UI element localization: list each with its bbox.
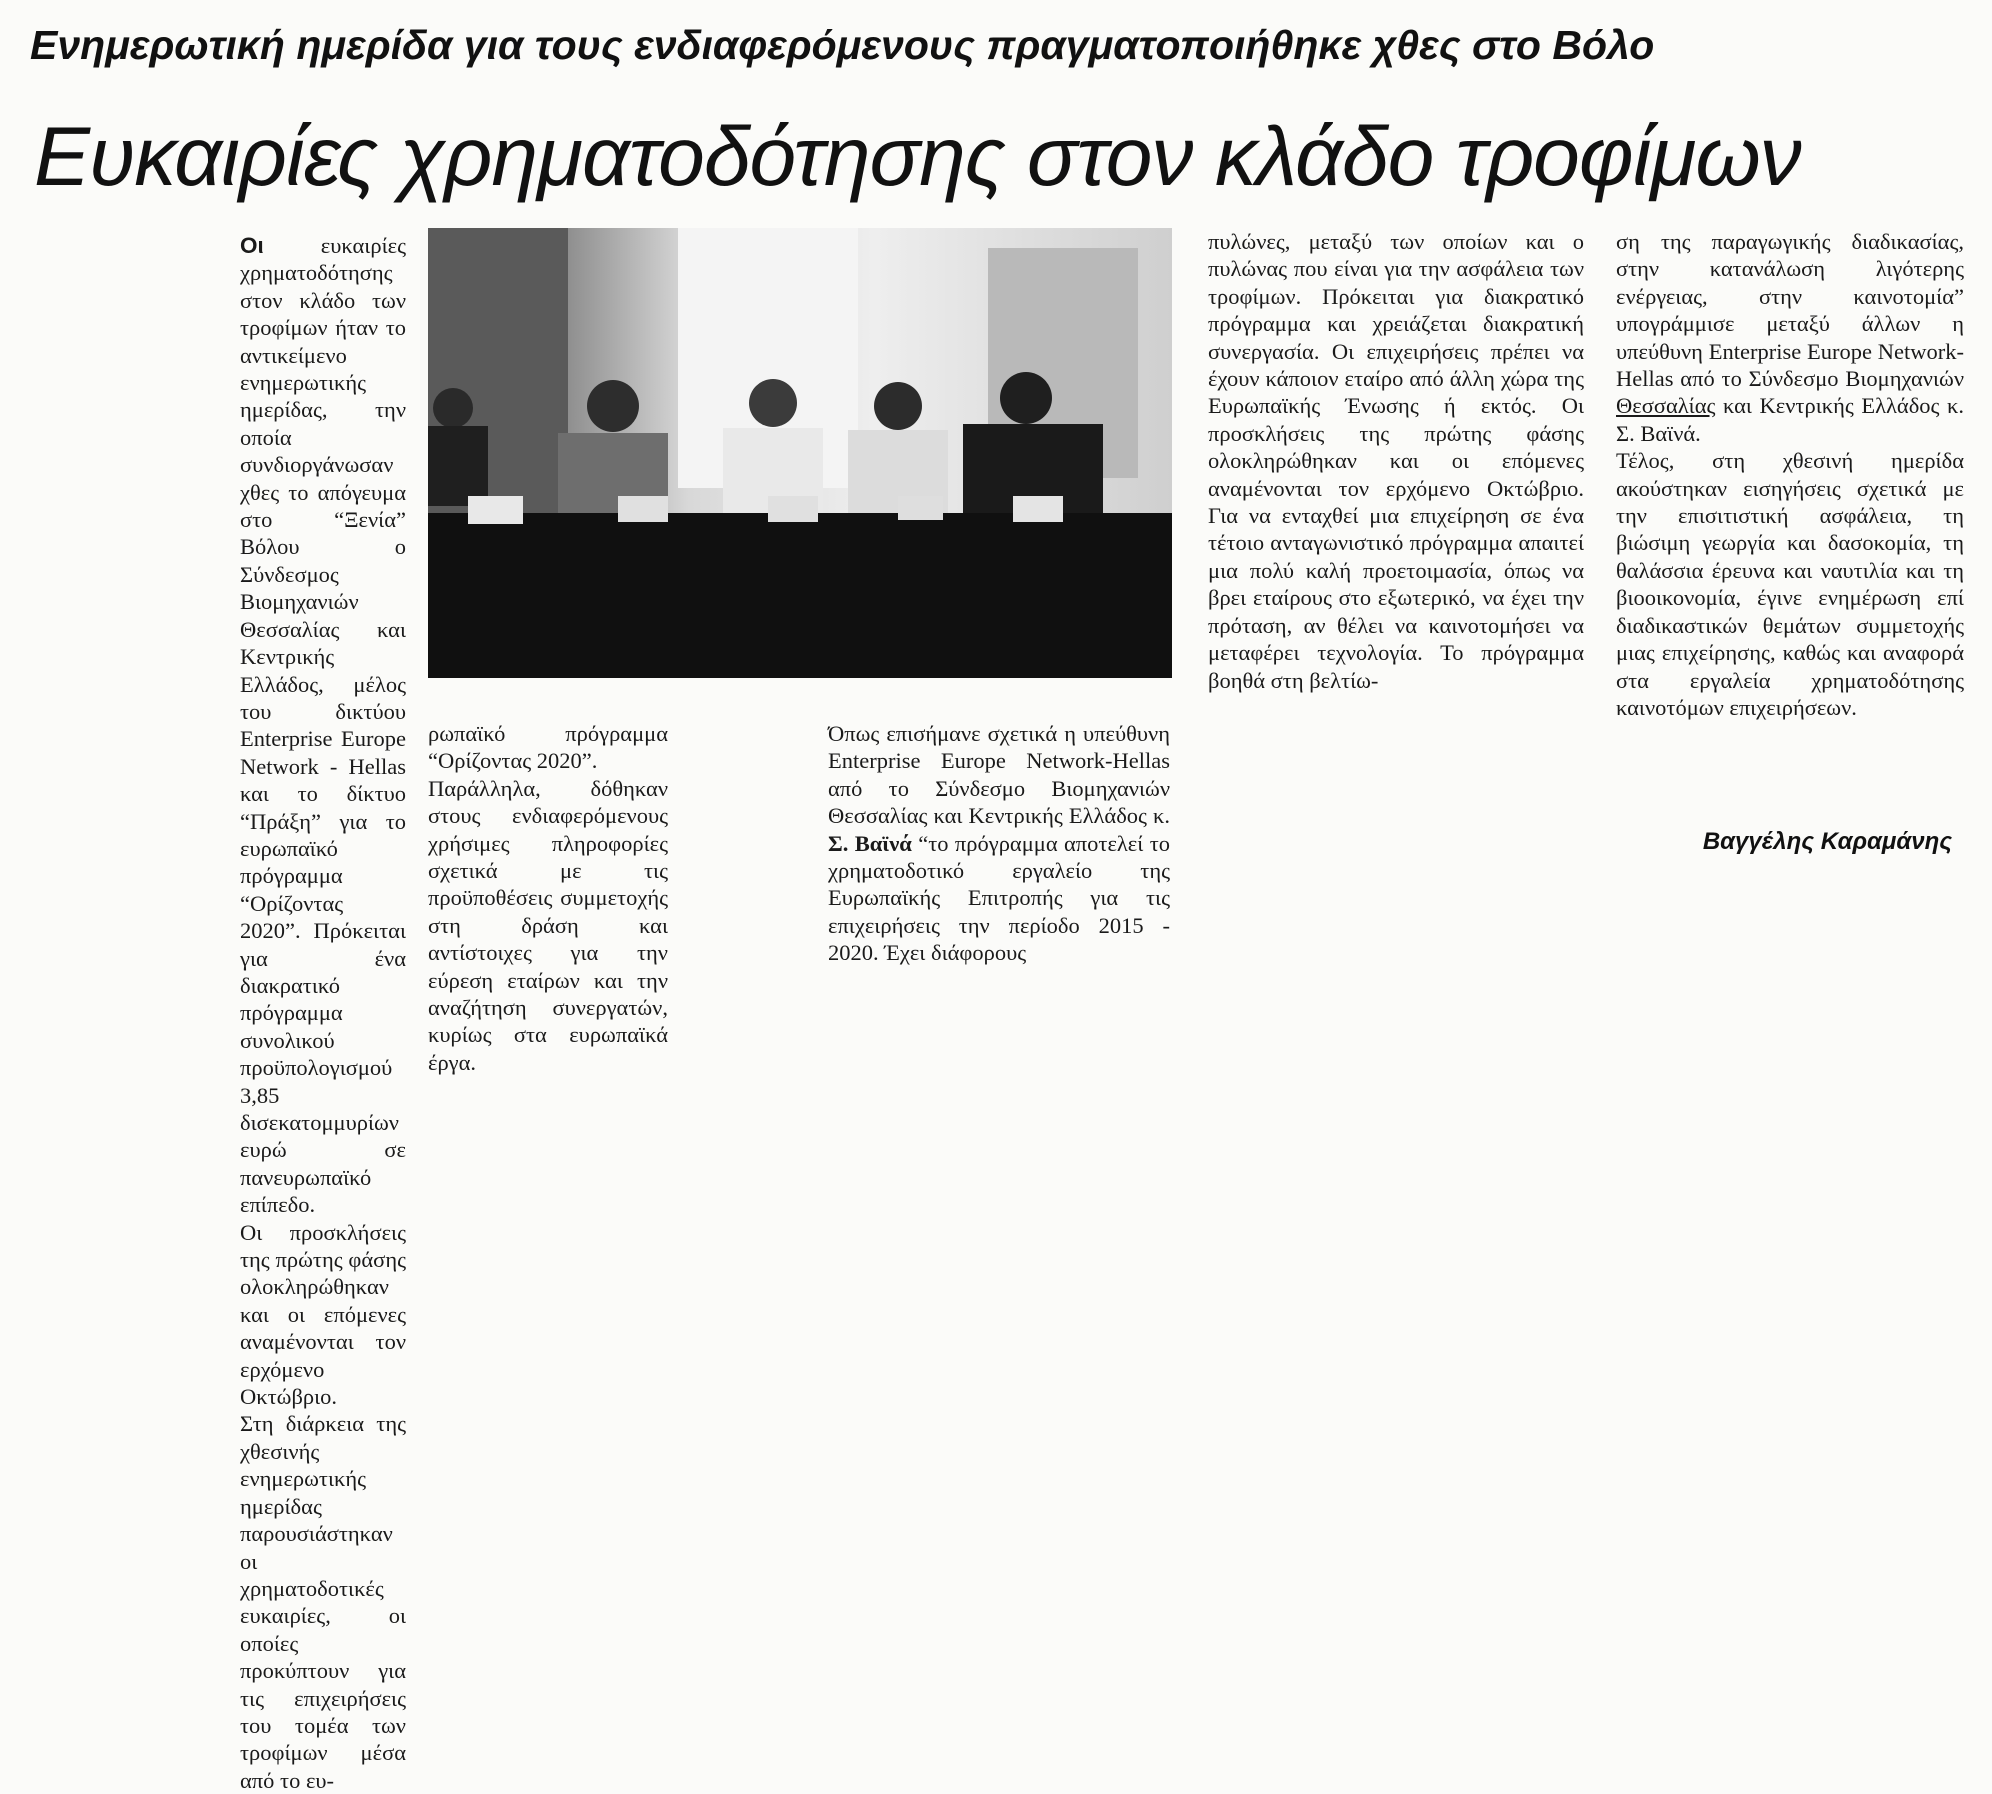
col5-paragraph-2: Τέλος, στη χθεσινή ημερίδα ακούστηκαν εισηγήσεις σχετικά με την επισιτιστική ασφάλεια, τη βιώσιμη γεωργία και δασοκομία, τη θαλάσσια έρευνα και ναυτιλία και τη βιοοικονομία, έγινε ενημέρωση επί διαδικαστικών θεμάτων συμμετοχής μιας επιχείρησης, καθώς και αναφορά στα εργαλεία χρηματοδότησης καινοτόμων επιχειρήσεων. bbox=[1616, 448, 1964, 720]
col3-bold-name: Σ. Βαϊνά bbox=[828, 830, 912, 856]
col2-paragraph-2: Παράλληλα, δόθηκαν στους ενδιαφερόμενους χρήσιμες πληροφορίες σχετικά με τις προϋποθέσεις συμμετοχής στη δράση και αντίστοιχες για την εύρεση εταίρων και την αναζήτηση συνεργατών, κυρίως στα ευρωπαϊκά έργα. bbox=[428, 775, 668, 1075]
col3-paragraph-1 bbox=[828, 720, 1170, 967]
col1-lead: Οι bbox=[240, 233, 264, 258]
article-kicker: Ενημερωτική ημερίδα για τους ενδιαφερόμενους πραγματοποιήθηκε χθες στο Βόλο bbox=[30, 22, 1655, 68]
column-2 bbox=[428, 720, 668, 1076]
column-1 bbox=[240, 232, 406, 1794]
col4-paragraph-1: πυλώνες, μεταξύ των οποίων και ο πυλώνας που είναι για την ασφάλεια των τροφίμων. Πρόκειται για διακρατικό πρόγραμμα και χρειάζεται διακρατική συνεργασία. Οι επιχειρήσεις πρέπει να έχουν κάποιον εταίρο από άλλη χώρα της Ευρωπαϊκής Ένωσης ή εκτός. Οι προσκλήσεις της πρώτης φάσης ολοκληρώθηκαν και οι επόμενες αναμένονται τον ερχόμενο Οκτώβριο. Για να ενταχθεί μια επιχείρηση σε ένα τέτοιο ανταγωνιστικό πρόγραμμα απαιτεί μια πολύ καλή προετοιμασία, όπως να βρει εταίρους στο εξωτερικό, να έχει την πρόταση, αν θέλει να καινοτομήσει να μεταφέρει τεχνολογία. Το πρόγραμμα βοηθά στη βελτίω- bbox=[1208, 229, 1584, 693]
col1-p1-text: ευκαιρίες χρηματοδότησης στον κλάδο των τροφίμων ήταν το αντικείμενο ενημερωτικής ημερίδας, την οποία συνδιοργάνωσαν χθες το απόγευμα στο “Ξενία” Βόλου ο Σύνδεσμος Βιομηχανιών Θεσσαλίας και Κεντρικής Ελλάδος, μέλος του δικτύου Enterprise Europe Network - Hellas και το δίκτυο “Πράξη” για το ευρωπαϊκό πρόγραμμα “Ορίζοντας 2020”. Πρόκειται για ένα διακρατικό πρόγραμμα συνολικού προϋπολογισμού 3,85 δισεκατομμυρίων ευρώ σε πανευρωπαϊκό επίπεδο. bbox=[240, 233, 406, 1218]
photo-image bbox=[428, 228, 1172, 678]
col1-paragraph-1 bbox=[240, 232, 406, 1219]
press-photo bbox=[428, 228, 1172, 678]
column-4 bbox=[1208, 228, 1584, 694]
col3-p1a: Όπως επισήμανε σχετικά η υπεύθυνη Enterprise Europe Network-Hellas από το Σύνδεσμο Βιομηχανιών Θεσσαλίας και Κεντρικής Ελλάδος κ. bbox=[828, 721, 1170, 829]
col5-p1b: και Κεντρικής Ελλάδος κ. Σ. Βαϊνά. bbox=[1616, 393, 1964, 446]
col1-paragraph-3: Στη διάρκεια της χθεσινής ενημερωτικής ημερίδας παρουσιάστηκαν οι χρηματοδοτικές ευκαιρίες, οι οποίες προκύπτουν για τις επιχειρήσεις του τομέα των τροφίμων μέσα από το ευ- bbox=[240, 1411, 406, 1793]
article-byline: Βαγγέλης Καραμάνης bbox=[1702, 828, 1952, 855]
col1-paragraph-2: Οι προσκλήσεις της πρώτης φάσης ολοκληρώθηκαν και οι επόμενες αναμένονται τον ερχόμενο Οκτώβριο. bbox=[240, 1219, 406, 1410]
col2-paragraph-1: ρωπαϊκό πρόγραμμα “Ορίζοντας 2020”. bbox=[428, 721, 668, 774]
col3-p1b: “το πρόγραμμα αποτελεί το χρηματοδοτικό εργαλείο της Ευρωπαϊκής Επιτροπής για τις επιχειρήσεις την περίοδο 2015 - 2020. Έχει διάφορους bbox=[828, 830, 1170, 966]
col5-p1a: ση της παραγωγικής διαδικασίας, στην κατανάλωση λιγότερης ενέργειας, στην καινοτομία” υπογράμμισε μεταξύ άλλων η υπεύθυνη Enterprise Europe Network-Hellas από το Σύνδεσμο Βιομηχανιών bbox=[1616, 229, 1964, 392]
col5-underlined: Θεσσαλίας bbox=[1616, 393, 1716, 419]
column-3 bbox=[828, 720, 1170, 967]
column-5 bbox=[1616, 228, 1964, 721]
col5-paragraph-1 bbox=[1616, 228, 1964, 447]
article-headline: Ευκαιρίες χρηματοδότησης στον κλάδο τροφίμων bbox=[34, 109, 1801, 203]
